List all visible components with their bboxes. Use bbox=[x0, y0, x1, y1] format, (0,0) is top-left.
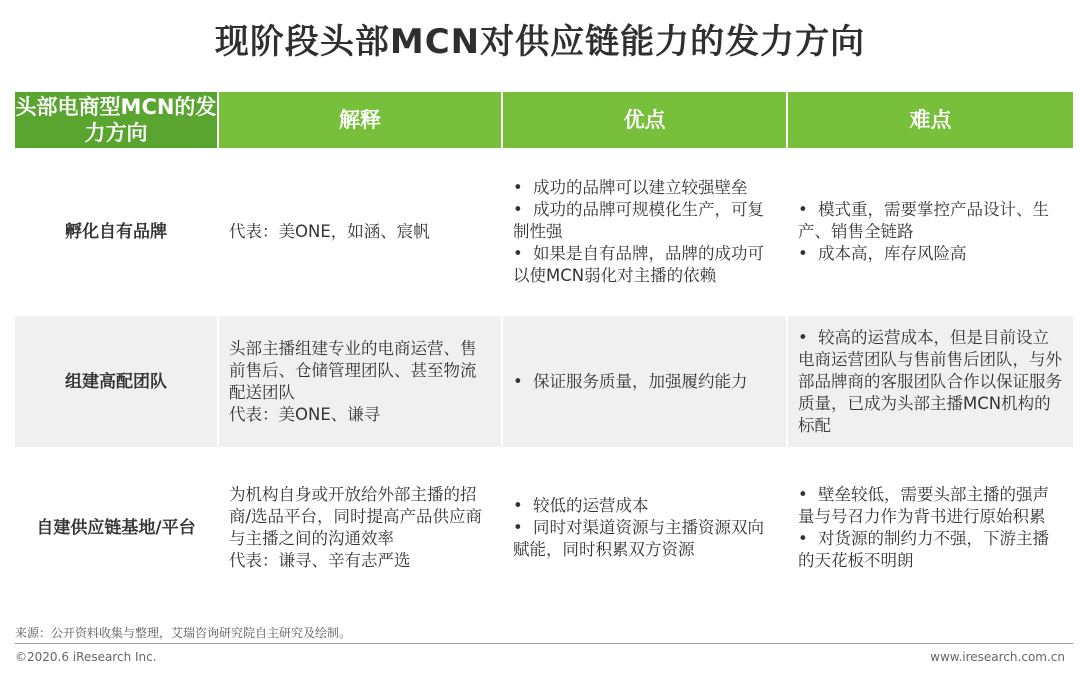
footer-divider bbox=[15, 643, 1073, 644]
list-item: • 模式重，需要掌控产品设计、生产、销售全链路 bbox=[798, 200, 1049, 241]
list-item: • 较高的运营成本，但是目前设立电商运营团队与售前售后团队，与外部品牌商的客服团队合作以保证服务质量，已成为头部主播MCN机构的标配 bbox=[798, 327, 1062, 435]
row-label: 自建供应链基地/平台 bbox=[15, 447, 218, 609]
source-note: 来源：公开资料收集与整理，艾瑞咨询研究院自主研究及绘制。 bbox=[15, 626, 352, 640]
comparison-table bbox=[15, 92, 1073, 609]
row-label: 孵化自有品牌 bbox=[15, 148, 218, 316]
explain-text: 代表：美ONE，如涵、宸帆 bbox=[229, 222, 430, 241]
cons-cell bbox=[787, 148, 1073, 316]
list-item: • 成本高，库存风险高 bbox=[798, 244, 967, 263]
explain-cell bbox=[218, 447, 502, 609]
list-item: • 成功的品牌可规模化生产，可复制性强 bbox=[513, 200, 764, 241]
page-title: 现阶段头部MCN对供应链能力的发力方向 bbox=[214, 22, 866, 62]
copyright-text: ©2020.6 iResearch Inc. bbox=[15, 650, 157, 664]
list-item: • 保证服务质量，加强履约能力 bbox=[513, 371, 748, 391]
explain-text: 为机构自身或开放给外部主播的招商/选品平台，同时提高产品供应商与主播之间的沟通效率 bbox=[229, 485, 483, 548]
header-direction: 头部电商型MCN的发力方向 bbox=[15, 92, 218, 148]
pros-cell bbox=[502, 447, 787, 609]
list-item: • 壁垒较低，需要头部主播的强声量与号召力作为背书进行原始积累 bbox=[798, 485, 1049, 526]
list-item: • 同时对渠道资源与主播资源双向赋能，同时积累双方资源 bbox=[513, 518, 764, 559]
cons-cell bbox=[787, 316, 1073, 447]
pros-cell bbox=[502, 316, 787, 447]
header-explain: 解释 bbox=[218, 92, 502, 148]
list-item: • 成功的品牌可以建立较强壁垒 bbox=[513, 178, 748, 197]
row-label: 组建高配团队 bbox=[15, 316, 218, 447]
explain-cell bbox=[218, 148, 502, 316]
explain-text: 代表：美ONE、谦寻 bbox=[229, 404, 381, 424]
explain-text: 代表：谦寻、辛有志严选 bbox=[229, 551, 411, 570]
header-cons: 难点 bbox=[787, 92, 1073, 148]
header-pros: 优点 bbox=[502, 92, 787, 148]
list-item: • 如果是自有品牌，品牌的成功可以使MCN弱化对主播的依赖 bbox=[513, 244, 764, 285]
list-item: • 较低的运营成本 bbox=[513, 496, 649, 515]
table-row bbox=[15, 447, 1073, 609]
explain-text: 头部主播组建专业的电商运营、售前售后、仓储管理团队、甚至物流配送团队 bbox=[229, 338, 477, 402]
website-link[interactable]: www.iresearch.com.cn bbox=[930, 650, 1065, 664]
table-row bbox=[15, 148, 1073, 316]
list-item: • 对货源的制约力不强，下游主播的天花板不明朗 bbox=[798, 529, 1049, 570]
explain-cell bbox=[218, 316, 502, 447]
table-row bbox=[15, 316, 1073, 447]
table-header-row bbox=[15, 92, 1073, 148]
pros-cell bbox=[502, 148, 787, 316]
cons-cell bbox=[787, 447, 1073, 609]
